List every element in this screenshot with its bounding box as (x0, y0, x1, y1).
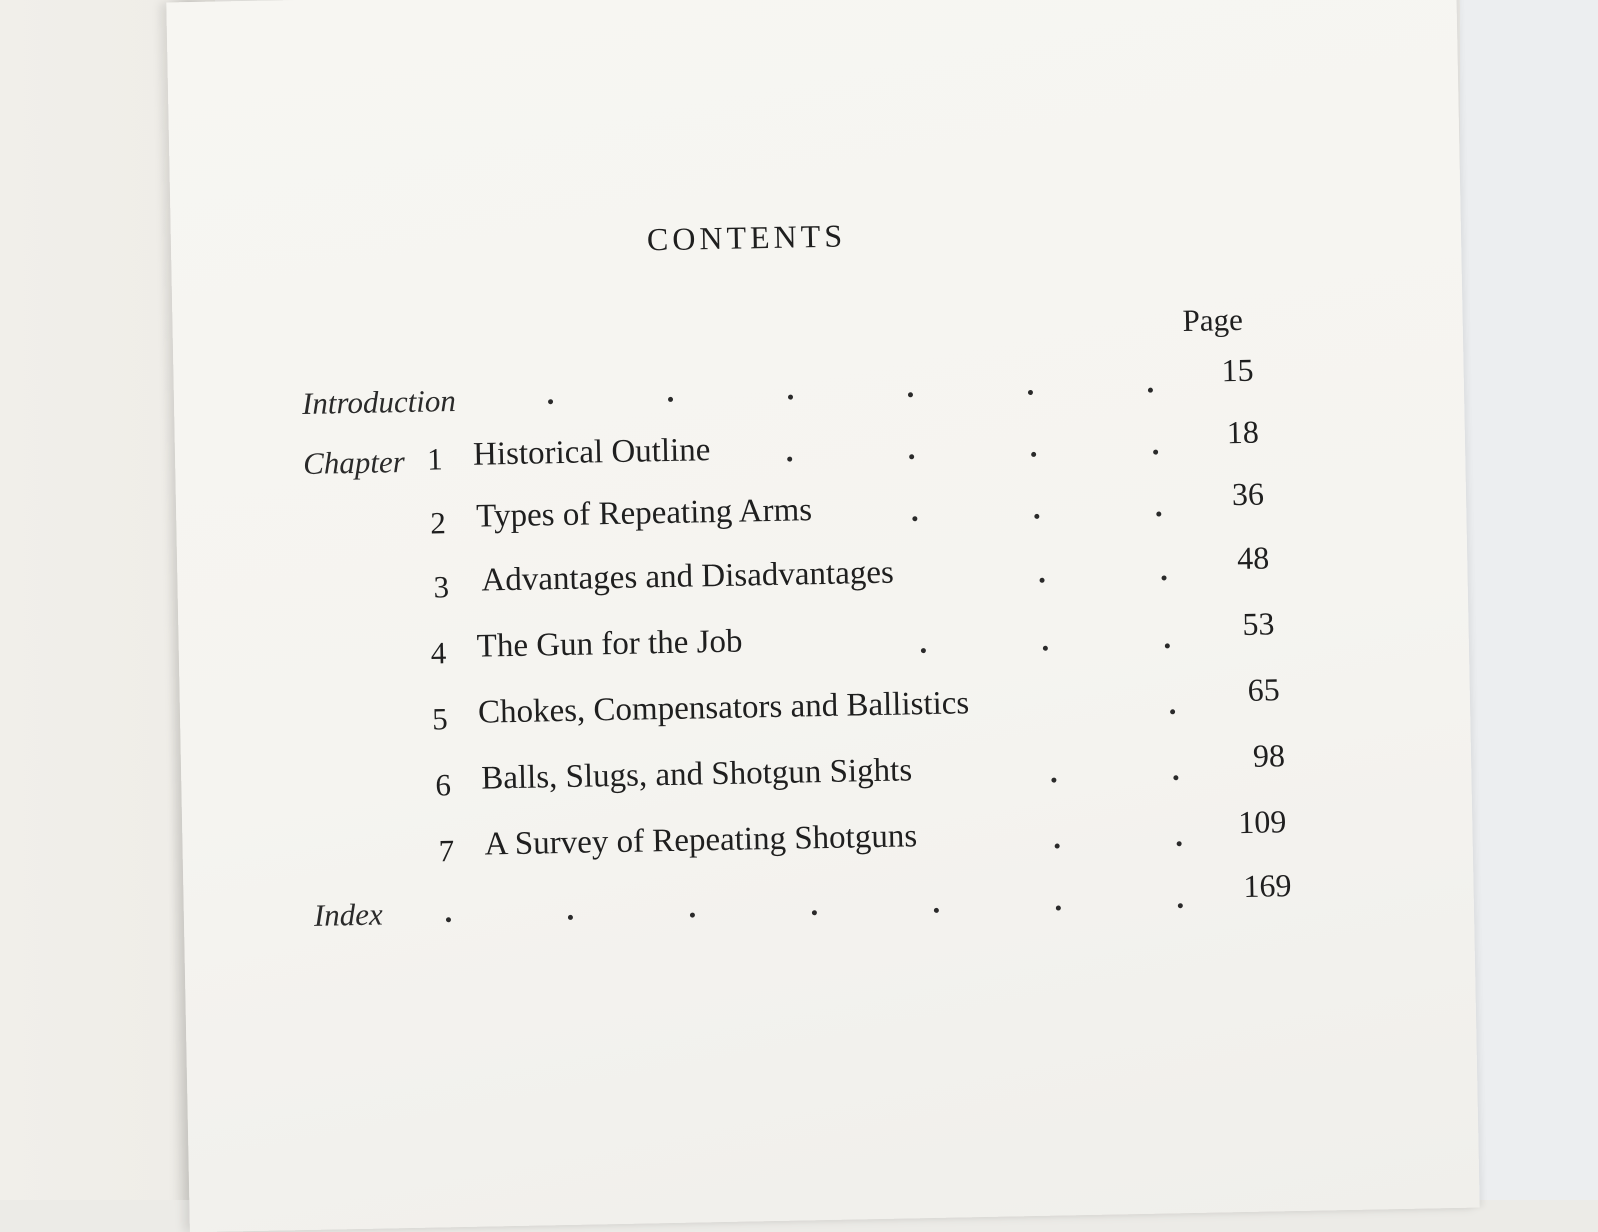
entry-label: Introduction (301, 383, 457, 421)
leader-dot (812, 910, 817, 915)
chapter-title: Advantages and Disadvantages (481, 554, 895, 599)
toc-entry-chapter-7 (182, 803, 1473, 877)
chapter-title: Chokes, Compensators and Ballistics (477, 685, 970, 731)
leader-dot (1051, 778, 1056, 783)
chapter-number: 7 (438, 833, 455, 869)
entry-page-number: 169 (1243, 867, 1292, 904)
leader-dot (787, 457, 792, 462)
leader-dot (1165, 643, 1170, 648)
chapter-number: 4 (430, 635, 447, 671)
leader-dot (1056, 905, 1061, 910)
chapter-number: 5 (431, 701, 448, 737)
leader-dot (1170, 709, 1175, 714)
chapter-title: A Survey of Repeating Shotguns (484, 818, 918, 863)
entry-page-number: 15 (1221, 351, 1254, 389)
chapter-title: Historical Outline (472, 432, 711, 473)
toc-entry-introduction (174, 351, 1465, 429)
chapter-title: The Gun for the Job (476, 623, 743, 665)
leader-dot (568, 915, 573, 920)
chapter-title: Balls, Slugs, and Shotgun Sights (480, 752, 913, 797)
entry-page-number: 109 (1237, 803, 1287, 841)
leader-dot (548, 399, 553, 404)
leader-dot (909, 454, 914, 459)
chapter-title: Types of Repeating Arms (475, 492, 813, 535)
leader-dot (1173, 775, 1178, 780)
chapter-number: 2 (430, 505, 447, 541)
leader-dot (1055, 844, 1060, 849)
leader-dot (690, 913, 695, 918)
leader-dot (1178, 903, 1183, 908)
entry-page-number: 98 (1252, 737, 1286, 774)
leader-dot (1148, 388, 1153, 393)
chapter-number: 3 (433, 569, 450, 605)
leader-dot (1156, 511, 1161, 516)
entry-page-number: 18 (1226, 413, 1260, 451)
toc-entry-chapter-6 (181, 737, 1472, 811)
page-column-label: Page (1182, 301, 1244, 339)
leader-dot (1177, 841, 1182, 846)
entry-page-number: 65 (1247, 671, 1281, 708)
entry-page-number: 53 (1242, 605, 1275, 642)
leader-dot (908, 392, 913, 397)
entry-label: Index (313, 896, 384, 933)
entry-page-number: 36 (1231, 475, 1265, 513)
toc-entry-chapter-4 (178, 605, 1469, 679)
leader-dot (1034, 514, 1039, 519)
leader-dot (1031, 452, 1036, 457)
chapter-prefix: Chapter (302, 444, 406, 481)
leader-dot (912, 516, 917, 521)
background-surface (1460, 0, 1598, 1200)
leader-dot (934, 908, 939, 913)
leader-dot (446, 917, 451, 922)
chapter-number: 6 (435, 767, 452, 803)
leader-dot (1043, 646, 1048, 651)
page-title: CONTENTS (646, 217, 847, 258)
leader-dot (1028, 390, 1033, 395)
entry-page-number: 48 (1236, 539, 1270, 577)
leader-dot (668, 397, 673, 402)
toc-entry-chapter-2 (176, 475, 1467, 549)
leader-dot (1153, 450, 1158, 455)
leader-dot (788, 395, 793, 400)
toc-entry-chapter-1 (175, 413, 1466, 487)
contents-page (166, 0, 1479, 1232)
chapter-number: 1 (426, 441, 443, 477)
leader-dot (1161, 575, 1166, 580)
toc-entry-chapter-5 (180, 671, 1471, 745)
leader-dot (1040, 578, 1045, 583)
leader-dot (921, 648, 926, 653)
toc-entry-index (184, 867, 1475, 943)
toc-entry-chapter-3 (177, 539, 1468, 613)
